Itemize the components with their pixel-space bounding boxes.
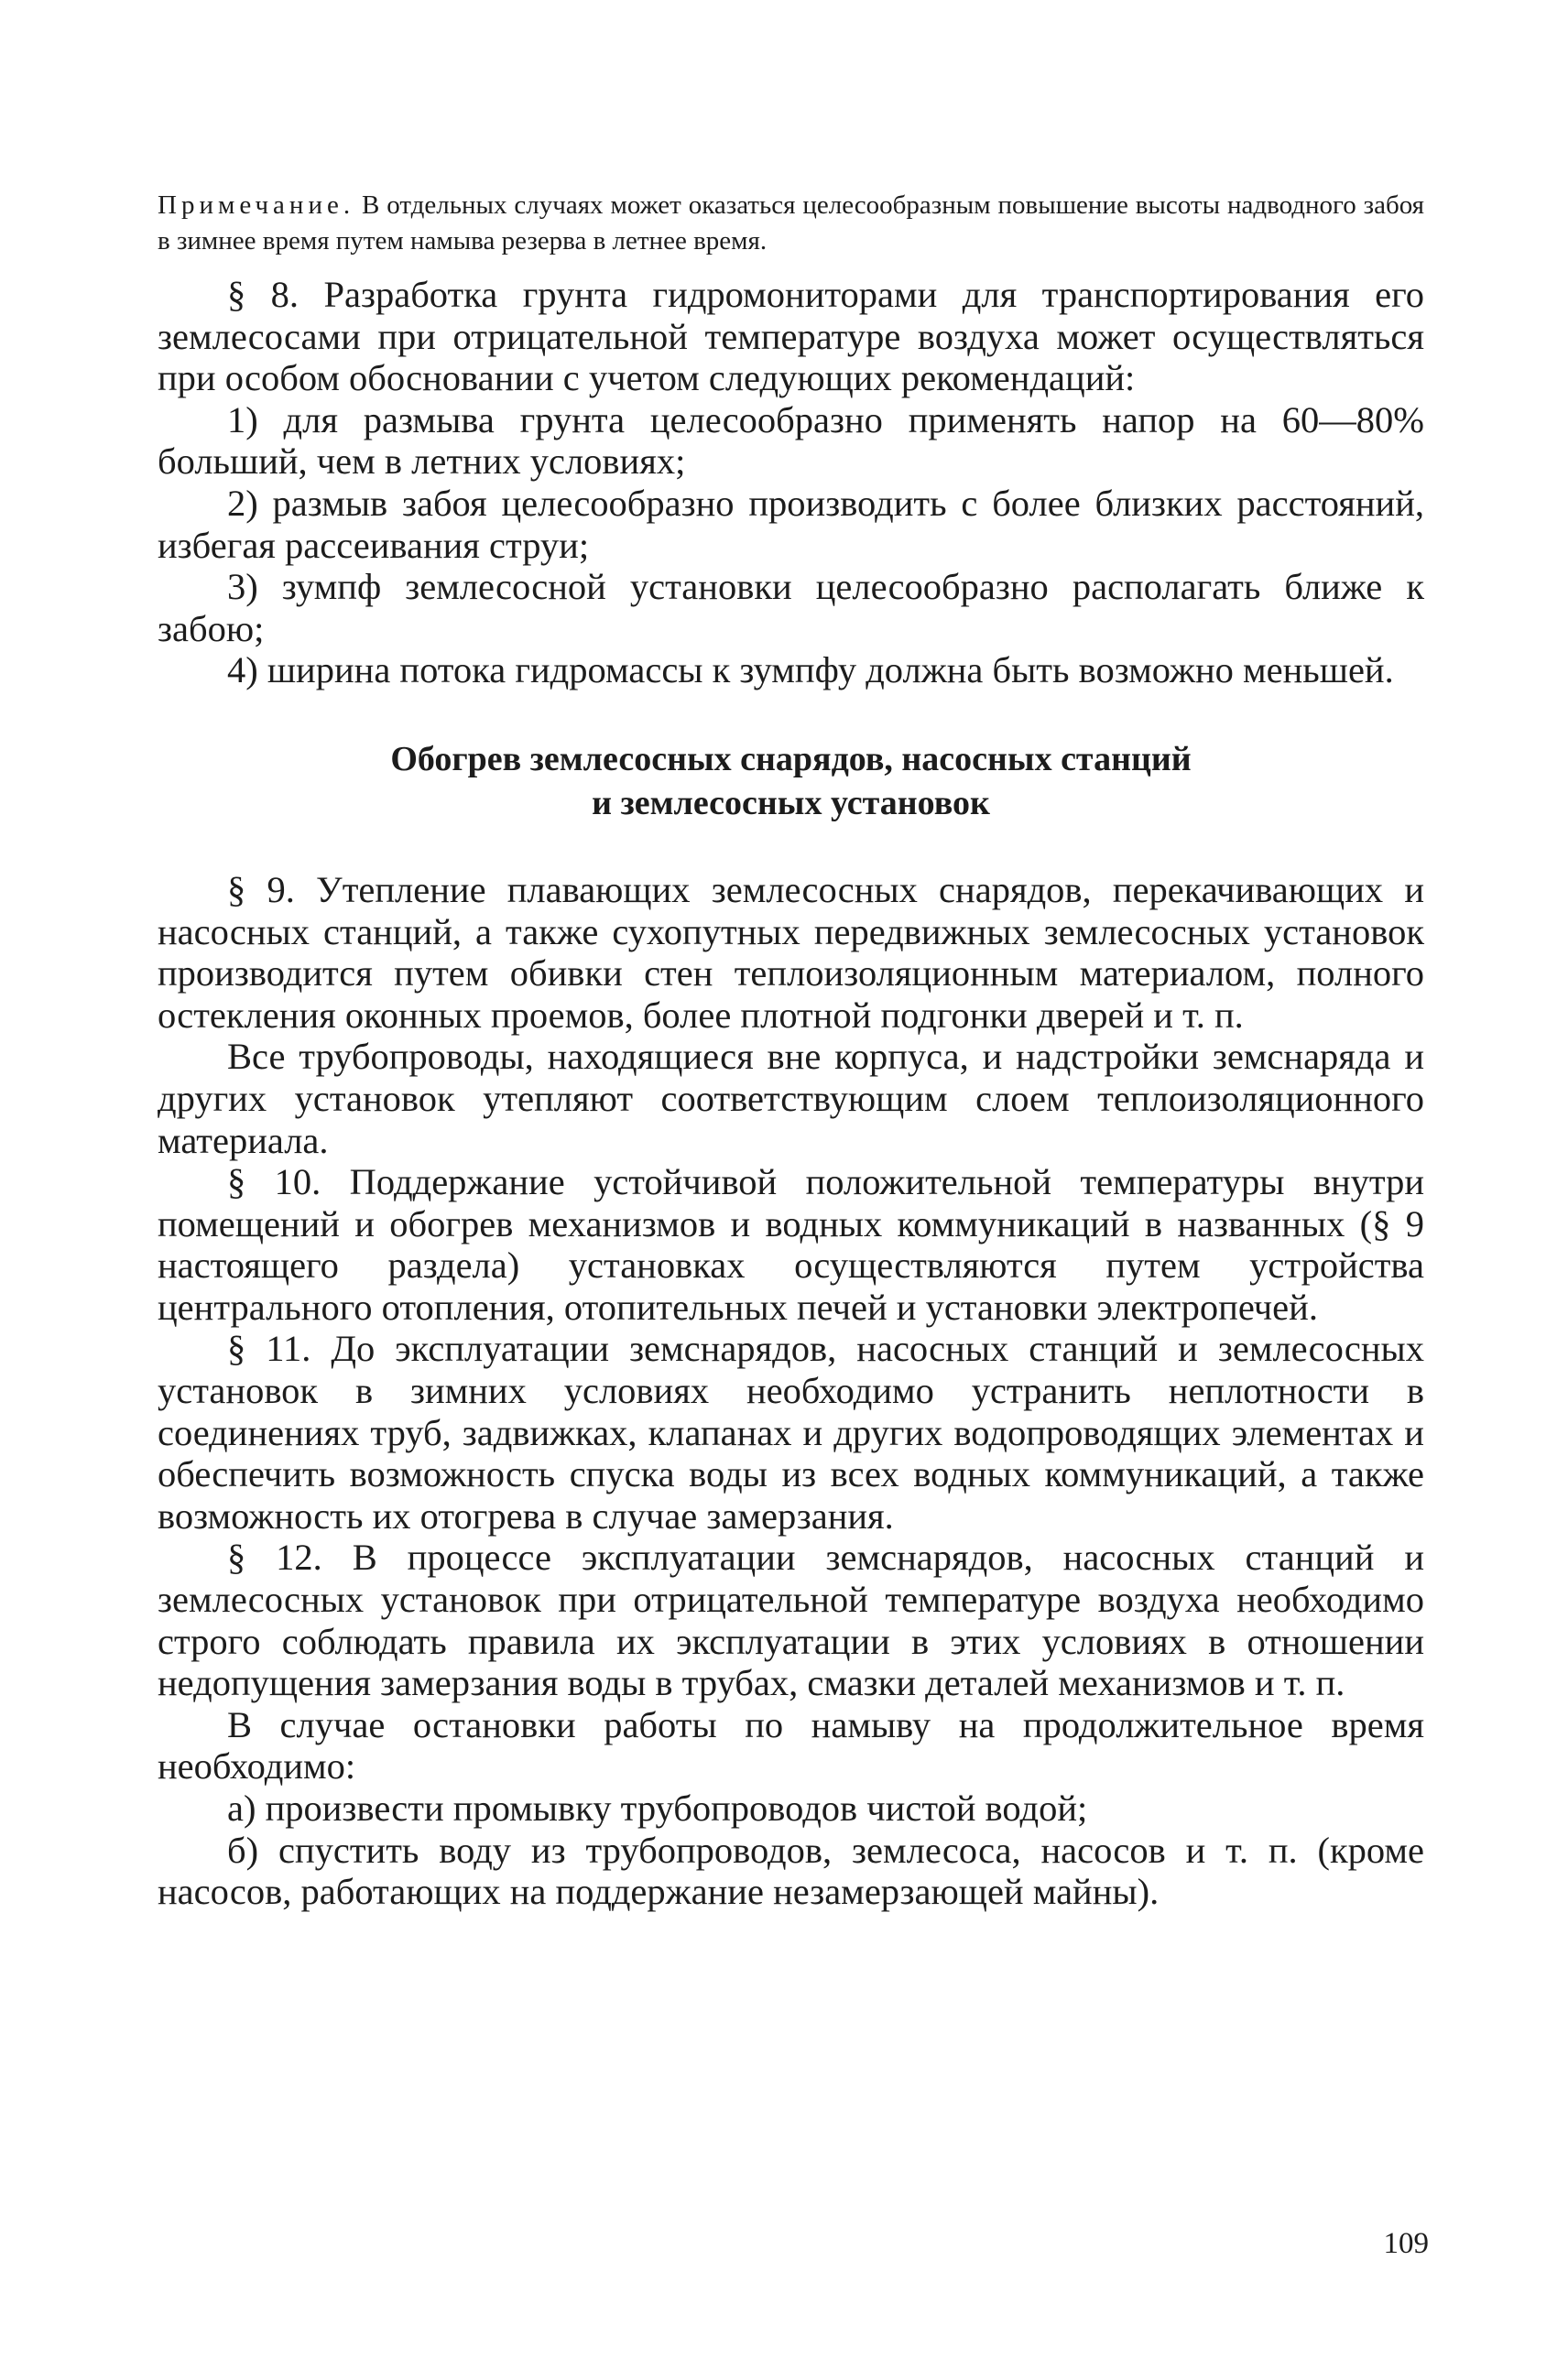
list-item: 3) зумпф землесосной установки целесообразно располагать ближе к забою; (158, 566, 1424, 649)
section-9-paragraph: § 9. Утепление плавающих землесосных снарядов, перекачивающих и насосных станций, а также сухопутных передвижных землесосных установок производится путем обивки стен теплоизоляционным материалом, полного остекления оконных проемов, более плотной подгонки дверей и т. п. (158, 868, 1424, 1036)
list-item: 4) ширина потока гидромассы к зумпфу должна быть возможно меньшей. (227, 649, 1394, 691)
section-11-paragraph: § 11. До эксплуатации земснарядов, насосных станций и землесосных установок в зимних условиях необходимо устранить неплотности в соединениях труб, задвижках, клапанах и других водопроводящих элементах и обеспечить возможность спуска воды из всех водных коммуникаций, а также возможность их отогрева в случае замерзания. (158, 1328, 1424, 1537)
heading-line-1: Обогрев землесосных снарядов, насосных станций (390, 739, 1192, 778)
heading-line-2: и землесосных установок (592, 783, 990, 822)
page-number: 109 (1383, 2227, 1429, 2260)
pipelines-paragraph: Все трубопроводы, находящиеся вне корпуса, и надстройки земснаряда и других установок утепляют соответствующим слоем теплоизоляционного материала. (158, 1036, 1424, 1161)
section-10-paragraph: § 10. Поддержание устойчивой положительной температуры внутри помещений и обогрев механизмов и водных коммуникаций в названных (§ 9 настоящего раздела) установках осуществляются путем устройства центрального отопления, отопительных печей и установки электропечей. (158, 1161, 1424, 1328)
section-heading (158, 737, 1424, 825)
list-item: 1) для размыва грунта целесообразно применять напор на 60—80% больший, чем в летних условиях; (158, 398, 1424, 483)
list-item: а) произвести промывку трубопроводов чистой водой; (227, 1788, 1088, 1829)
list-item: б) спустить воду из трубопроводов, землесоса, насосов и т. п. (кроме насосов, работающих на поддержание незамерзающей майны). (158, 1829, 1424, 1913)
document-page (158, 188, 1424, 1913)
list-item: 2) размыв забоя целесообразно производить с более близких расстояний, избегая рассеивания струи; (158, 482, 1424, 566)
note-text: В отдельных случаях может оказаться целесообразным повышение высоты надводного забоя в зимнее время путем намыва резерва в летнее время. (158, 190, 1425, 255)
stoppage-paragraph: В случае остановки работы по намыву на продолжительное время необходимо: (158, 1703, 1424, 1788)
section-8-intro: § 8. Разработка грунта гидромониторами для транспортирования его землесосами при отрицательной температуре воздуха может осуществляться при особом обосновании с учетом следующих рекомендаций: (158, 274, 1424, 399)
note-paragraph (158, 188, 1424, 259)
section-12-paragraph: § 12. В процессе эксплуатации земснарядов, насосных станций и землесосных установок при отрицательной температуре воздуха необходимо строго соблюдать правила их эксплуатации в этих условиях в отношении недопущения замерзания воды в трубах, смазки деталей механизмов и т. п. (158, 1537, 1424, 1704)
note-label: Примечание. (158, 190, 355, 220)
